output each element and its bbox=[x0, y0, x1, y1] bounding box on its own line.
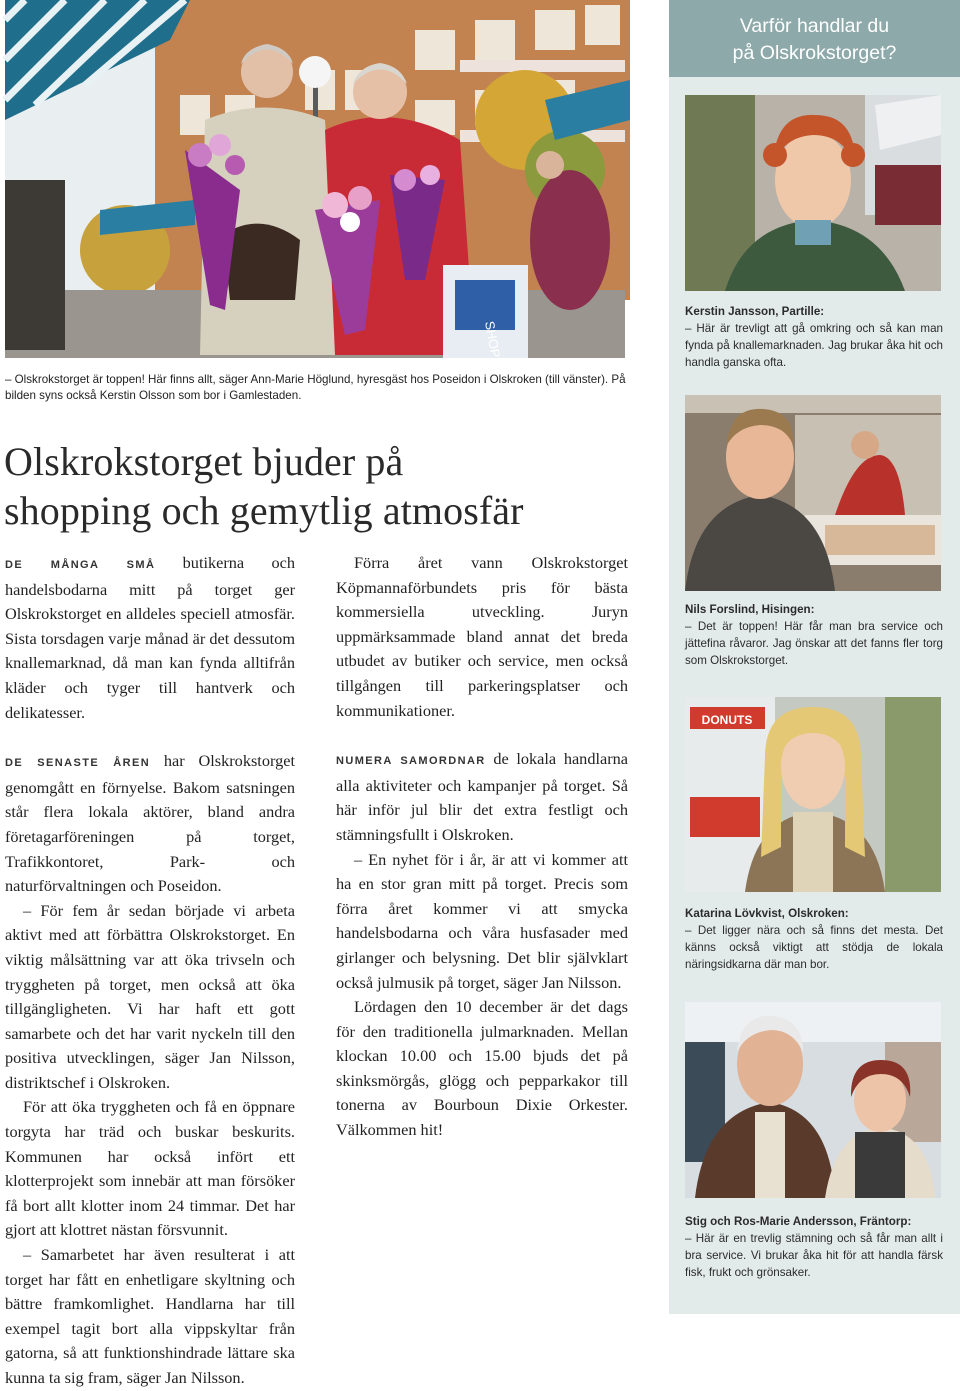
person-quote: – Det ligger nära och så finns det mesta. Det känns också viktigt att stödja de lokala näringsidkarna där man bor. bbox=[685, 924, 943, 971]
paragraph-lead: DE MÅNGA SMÅ bbox=[5, 559, 156, 571]
sidebar-title-line-2: på Olskrokstorget? bbox=[732, 42, 897, 64]
headline-line-1: Olskrokstorget bjuder på bbox=[4, 439, 404, 484]
article-column-right bbox=[336, 551, 628, 1143]
portrait-katarina-lovkvist bbox=[685, 697, 941, 892]
article-paragraph: – Samarbetet har även resulterat i att torget har fått en enhetligare skyltning och bättre framkomlighet. Handlarna har till exempel tagit bort alla vippskyltar från gatorna, så att funktionshindrade lättare ska kunna ta sig fram, säger Jan Nilsson. bbox=[5, 1245, 295, 1387]
person-name: Nils Forslind, Hisingen: bbox=[685, 603, 815, 616]
article-paragraph: För att öka tryggheten och få en öppnare torgyta har träd och buskar beskurits. Kommunen har också infört ett klotterprojekt som innebär att man försöker få bort allt klotter inom 24 timmar. Det har gjort att klottret nästan försvunnit. bbox=[5, 1097, 295, 1240]
person-name: Stig och Ros-Marie Andersson, Fräntorp: bbox=[685, 1215, 912, 1228]
article-paragraph: – För fem år sedan började vi arbeta aktivt med att förbättra Olskrokstorget. En viktig målsättning var att öka trivseln och tryggheten på torget, men också att öka tillgängligheten. Vi har haft ett gott samarbete och det har varit nyckeln till den positiva utvecklingen, säger Jan Nilsson, distriktschef i Olskroken. bbox=[5, 900, 295, 1092]
article-headline bbox=[4, 437, 644, 535]
paragraph-text: de lokala handlarna alla aktiviteter och kampanjer på torget. Så här inför jul blir det extra festligt och stämningsfullt i Olskroken. bbox=[336, 749, 629, 844]
person-name: Kerstin Jansson, Partille: bbox=[685, 305, 825, 318]
headline-line-2: shopping och gemytlig atmosfär bbox=[4, 488, 524, 533]
main-photo bbox=[5, 0, 625, 386]
sidebar-title-line-1: Varför handlar du bbox=[739, 15, 890, 37]
article-paragraph: Förra året vann Olskrokstorget Köpmannaförbundets pris för bästa kommersiella utveckling. Juryn uppmärksammade bland annat det breda utbudet av butiker och service, men också tillgången till parkeringsplatser och kommunikationer. bbox=[336, 553, 628, 720]
article-paragraph: Lördagen den 10 december är det dags för den traditionella julmarknaden. Mellan klockan 10.00 och 15.00 bjuds det på skinksmörgås, glögg och pepparkakor till tonerna av Bourboun Dixie Orkester. Välkommen hit! bbox=[336, 997, 628, 1140]
quote-kerstin-jansson bbox=[685, 303, 943, 371]
article-paragraph bbox=[336, 747, 628, 847]
paragraph-lead: NUMERA SAMORDNAR bbox=[336, 755, 486, 768]
article-column-left bbox=[5, 551, 295, 1391]
quote-stig-ros-marie-andersson bbox=[685, 1213, 943, 1281]
sidebar-title bbox=[669, 0, 960, 77]
paragraph-text: butikerna och handelsbodarna mitt på torget ger Olskrokstorget en alldeles speciell atmosfär. Sista torsdagen varje månad är det dessutom knallemarknad, då man kan fynda alltifrån kläder och tyger till hantverk och delikatesser. bbox=[5, 553, 295, 722]
paragraph-lead: DE SENASTE ÅREN bbox=[5, 757, 151, 770]
quote-katarina-lovkvist bbox=[685, 905, 943, 973]
article-paragraph bbox=[5, 749, 295, 899]
quote-nils-forslind bbox=[685, 601, 943, 669]
shopper-bag-text: SHOPPER bbox=[482, 319, 508, 386]
portrait-nils-forslind bbox=[685, 395, 941, 591]
main-photo-caption: – Olskrokstorget är toppen! Här finns allt, säger Ann-Marie Höglund, hyresgäst hos Poseidon i Olskroken (till vänster). På bilden syns också Kerstin Olsson som bor i Gamlestaden. bbox=[5, 373, 626, 402]
portrait-stig-ros-marie-andersson bbox=[685, 1002, 941, 1198]
article-paragraph bbox=[5, 551, 295, 725]
person-quote: – Här är trevligt att gå omkring och så kan man fynda på knallemarknaden. Jag brukar åka hit och handla ganska ofta. bbox=[685, 322, 943, 369]
paragraph-text: har Olskrokstorget genomgått en förnyelse. Bakom satsningen står flera lokala aktörer, bland andra företagarföreningen på torget, Trafikkontoret, Park- och naturförvaltningen och Poseidon. bbox=[5, 751, 295, 896]
article-paragraph: – En nyhet för i år, är att vi kommer att ha en stor gran mitt på torget. Precis som förra året kommer vi att smycka handelsbodarna och våra husfasader med girlanger och belysning. Det blir självklart också julmusik på torget, säger Jan Nilsson. bbox=[336, 849, 628, 992]
person-quote: – Det är toppen! Här får man bra service och jättefina råvaror. Jag önskar att det fanns fler torg som Olskrokstorget. bbox=[685, 620, 943, 667]
donuts-sign-text: DONUTS bbox=[701, 713, 753, 727]
person-name: Katarina Lövkvist, Olskroken: bbox=[685, 907, 849, 920]
portrait-kerstin-jansson bbox=[685, 95, 941, 291]
person-quote: – Här är en trevlig stämning och så får man allt i bra service. Vi brukar åka hit för att handla färsk fisk, frukt och grönsaker. bbox=[685, 1232, 943, 1279]
